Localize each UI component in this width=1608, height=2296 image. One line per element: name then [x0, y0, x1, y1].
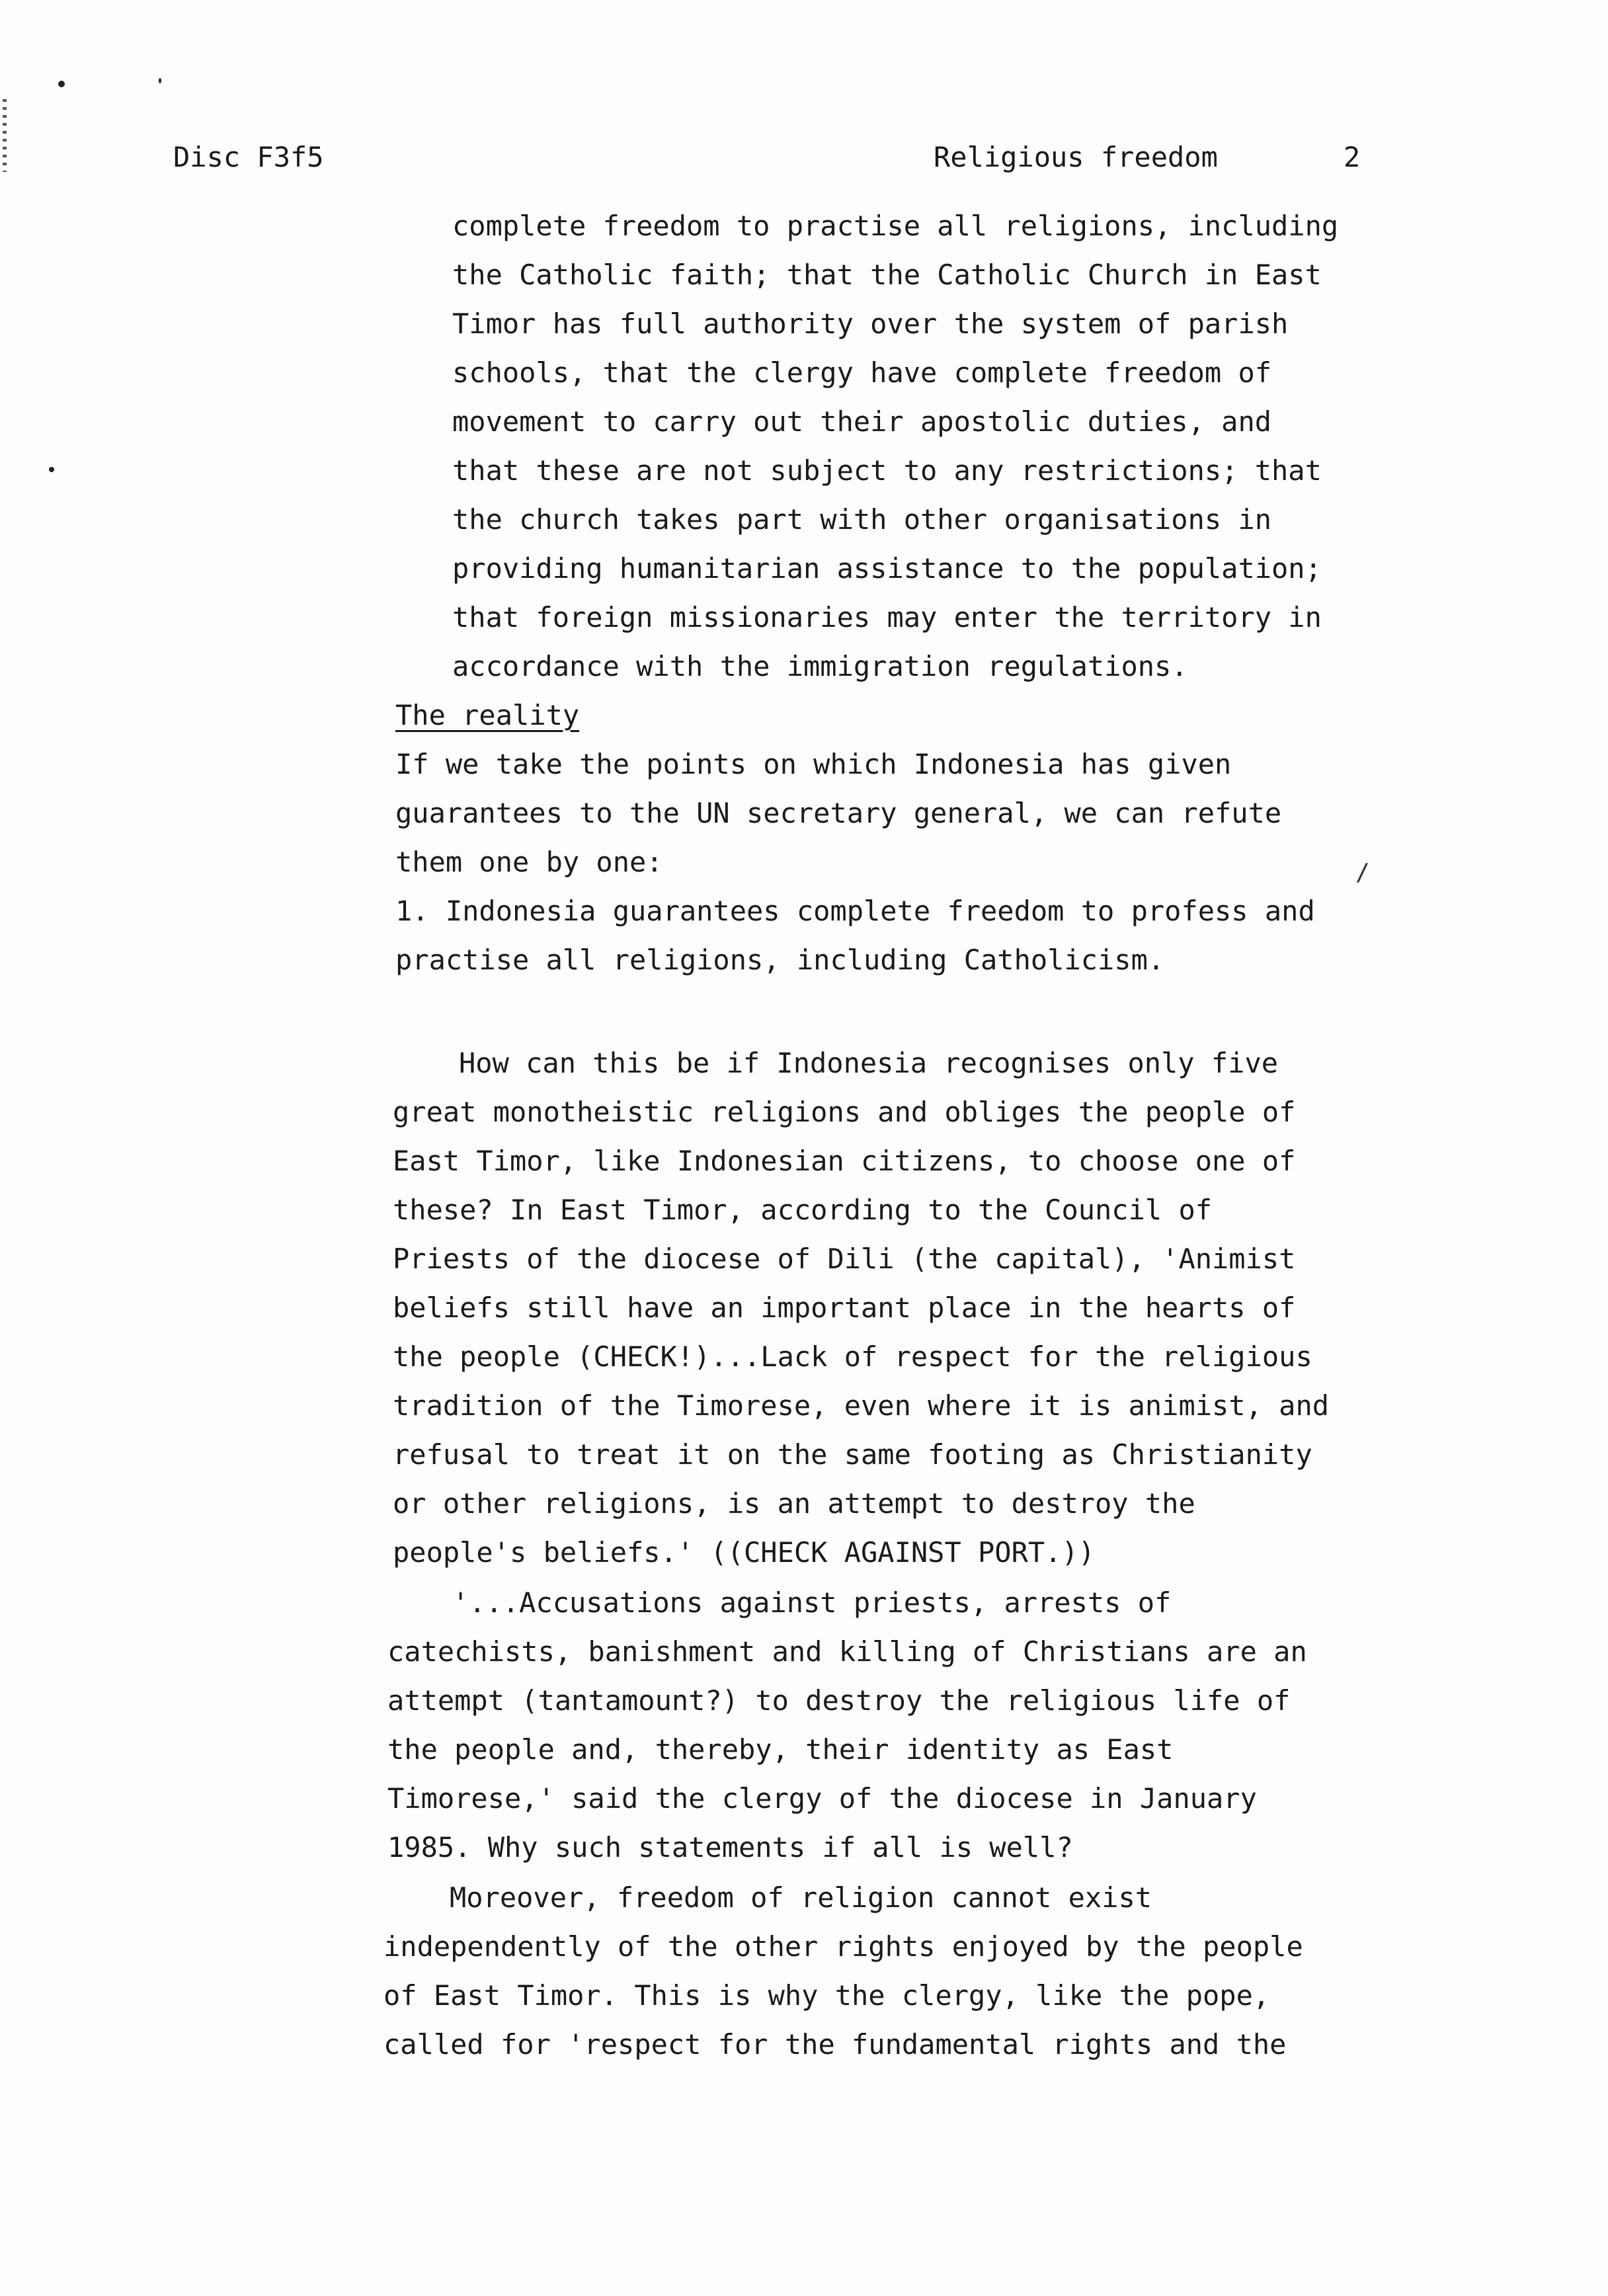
section-heading: The reality — [395, 699, 580, 731]
text-line: accordance with the immigration regulations. — [452, 650, 1188, 682]
text-line: beliefs still have an important place in the hearts of — [393, 1292, 1296, 1324]
text-line: 1. Indonesia guarantees complete freedom to profess and — [395, 895, 1315, 927]
text-line: providing humanitarian assistance to the population; — [452, 552, 1322, 585]
ink-speck — [159, 78, 161, 83]
ink-speck — [49, 467, 54, 472]
text-line: Timor has full authority over the system of parish — [452, 308, 1289, 340]
text-line: attempt (tantamount?) to destroy the religious life of — [387, 1684, 1291, 1717]
text-line: guarantees to the UN secretary general, we can refute — [395, 797, 1282, 829]
text-line: people's beliefs.' ((CHECK AGAINST PORT.)) — [393, 1536, 1096, 1569]
text-line: that these are not subject to any restrictions; that — [452, 454, 1322, 487]
text-line: complete freedom to practise all religions, including — [452, 210, 1339, 242]
text-line: '...Accusations against priests, arrests of — [452, 1586, 1172, 1619]
text-line: movement to carry out their apostolic duties, and — [452, 405, 1272, 438]
text-line: tradition of the Timorese, even where it is animist, and — [393, 1389, 1330, 1422]
text-line: East Timor, like Indonesian citizens, to choose one of — [393, 1145, 1296, 1177]
text-line: of East Timor. This is why the clergy, like the pope, — [383, 1979, 1270, 2012]
text-line: Moreover, freedom of religion cannot exist — [450, 1881, 1152, 1914]
text-line: great monotheistic religions and obliges the people of — [393, 1096, 1296, 1128]
text-line: refusal to treat it on the same footing as Christianity — [393, 1438, 1312, 1471]
text-line: catechists, banishment and killing of Christians are an — [387, 1635, 1307, 1668]
text-line: 1985. Why such statements if all is well? — [387, 1831, 1073, 1864]
text-line: practise all religions, including Catholicism. — [395, 944, 1165, 976]
text-line: the people and, thereby, their identity as East — [387, 1733, 1174, 1766]
page-number: 2 — [1344, 141, 1361, 173]
text-line: these? In East Timor, according to the Council of — [393, 1194, 1213, 1226]
binding-dots-mark — [3, 99, 7, 172]
text-line: or other religions, is an attempt to destroy the — [393, 1487, 1195, 1520]
text-line: Priests of the diocese of Dili (the capital), 'Animist — [393, 1243, 1296, 1275]
page-title: Religious freedom — [934, 141, 1218, 173]
margin-tick-mark: / — [1355, 859, 1370, 886]
document-code: Disc F3f5 — [173, 141, 324, 173]
text-line: called for 'respect for the fundamental rights and the — [383, 2028, 1287, 2061]
ink-speck — [58, 81, 65, 87]
text-line: that foreign missionaries may enter the territory in — [452, 601, 1322, 634]
text-line: the church takes part with other organisations in — [452, 503, 1272, 536]
text-line: them one by one: — [395, 846, 663, 878]
text-line: the people (CHECK!)...Lack of respect for the religious — [393, 1340, 1312, 1373]
text-line: independently of the other rights enjoyed by the people — [383, 1930, 1303, 1963]
text-line: How can this be if Indonesia recognises only five — [459, 1047, 1279, 1079]
text-line: schools, that the clergy have complete freedom of — [452, 356, 1272, 389]
text-line: the Catholic faith; that the Catholic Church in East — [452, 259, 1322, 291]
text-line: If we take the points on which Indonesia has given — [395, 748, 1232, 780]
text-line: Timorese,' said the clergy of the diocese in January — [387, 1782, 1257, 1815]
